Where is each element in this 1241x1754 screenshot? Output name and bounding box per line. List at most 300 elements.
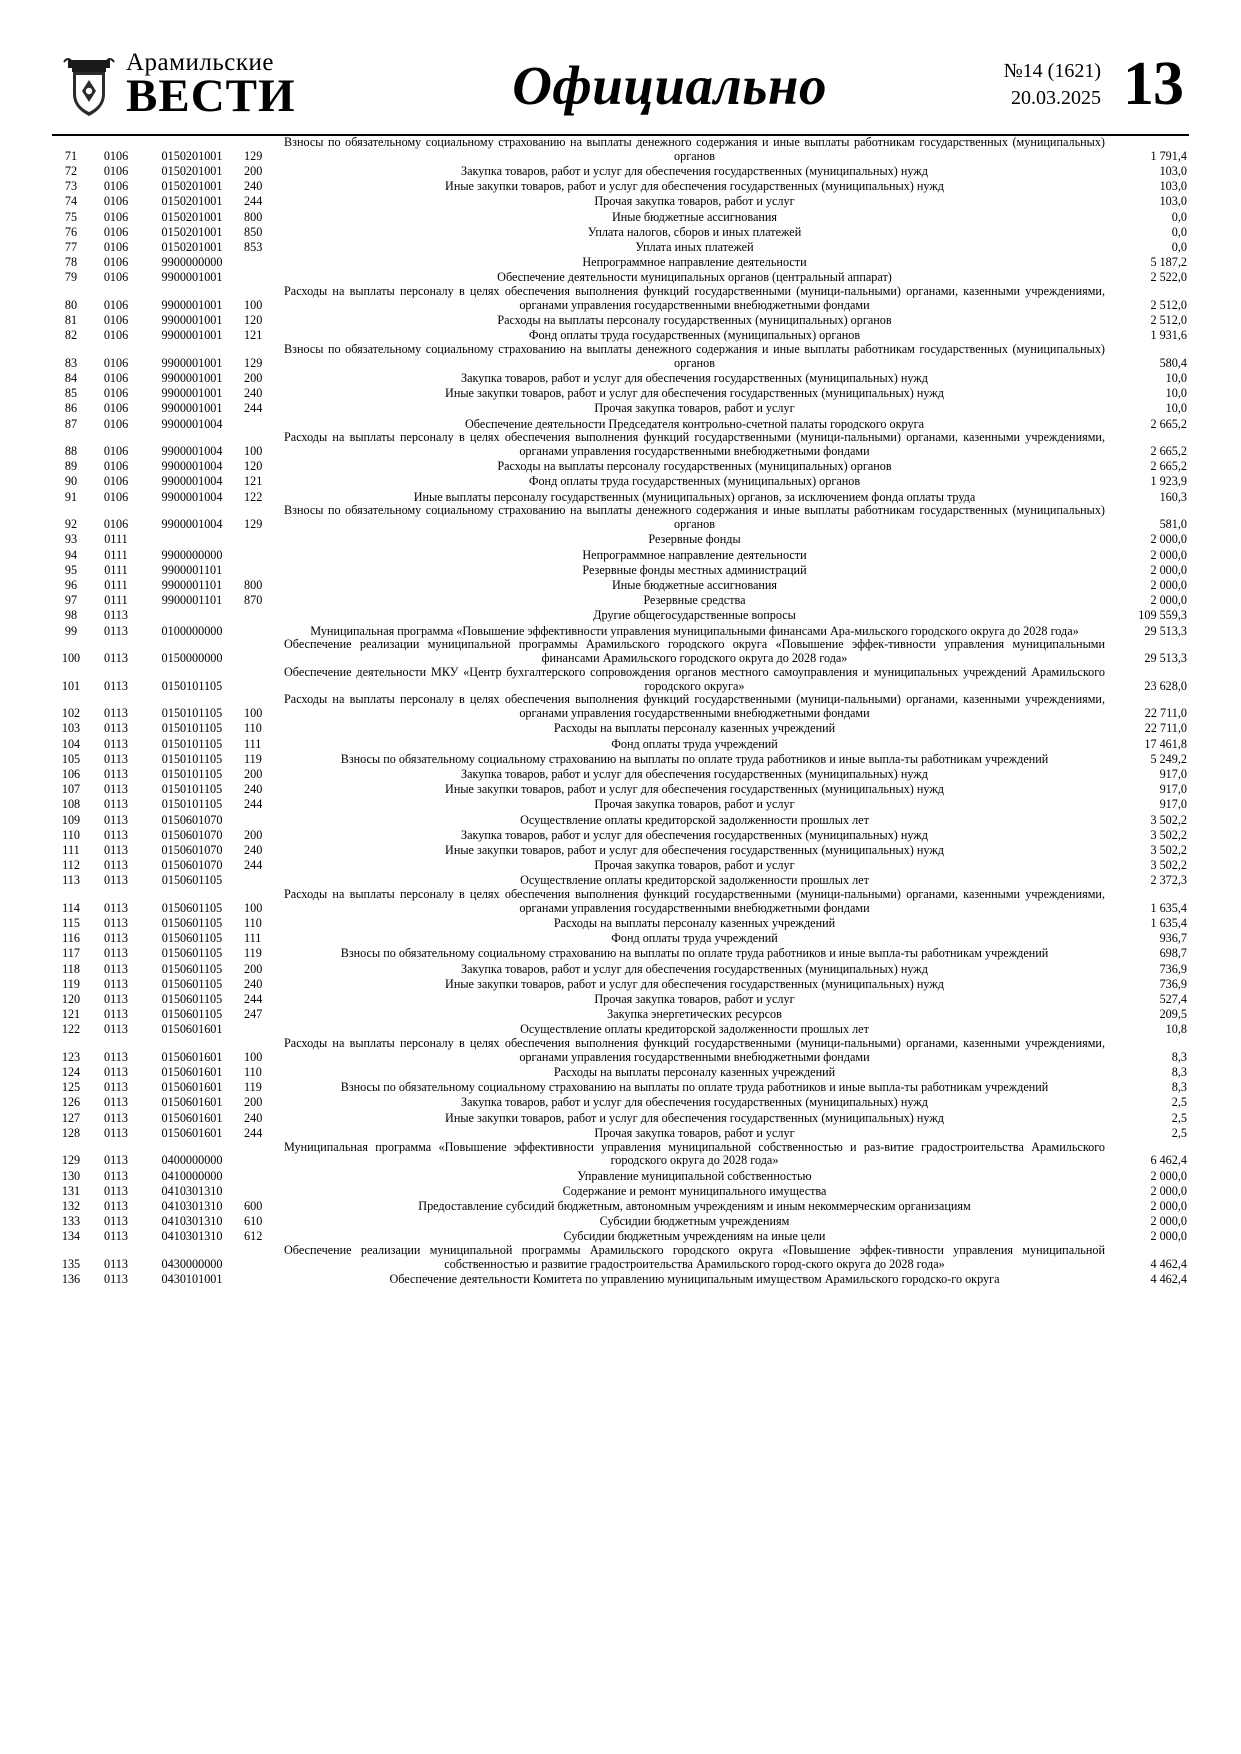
table-row (52, 1199, 1189, 1214)
table-row (52, 459, 1189, 474)
row-description: Прочая закупка товаров, работ и услуг (594, 1125, 795, 1140)
table-row (52, 608, 1189, 623)
table-row (52, 313, 1189, 328)
row-description: Обеспечение реализации муниципальной программы Арамильского городского округа «Повышение эффек-тивности управления муниципальными финансами Арамильского городского округа до 2028 года» (284, 637, 1105, 666)
row-index: 112 (62, 858, 80, 873)
row-program-code: 9900001001 (161, 297, 223, 312)
row-amount: 10,8 (1165, 1022, 1187, 1037)
row-section-code: 0113 (104, 706, 128, 721)
row-section-code: 0106 (103, 209, 129, 224)
row-expense-type: 244 (244, 1125, 263, 1140)
row-amount: 22 711,0 (1144, 721, 1187, 736)
row-program-code: 9900001004 (161, 459, 223, 474)
row-description: Расходы на выплаты персоналу казенных учреждений (553, 721, 836, 736)
row-description: Иные закупки товаров, работ и услуг для обеспечения государственных (муниципальных) нужд (445, 179, 944, 194)
table-row (52, 532, 1189, 547)
row-index: 71 (64, 148, 78, 163)
row-amount: 917,0 (1159, 797, 1187, 812)
row-index: 90 (64, 474, 78, 489)
row-description: Взносы по обязательному социальному страхованию на выплаты денежного содержания и иные выплаты работникам государственных (муниципальных) органов (284, 135, 1105, 163)
row-description: Расходы на выплаты персоналу государственных (муниципальных) органов (497, 313, 892, 328)
row-index: 72 (64, 163, 78, 178)
row-index: 88 (64, 444, 78, 459)
row-program-code: 9900001004 (161, 416, 223, 431)
table-row (52, 416, 1189, 431)
table-row (52, 767, 1189, 782)
row-program-code: 0150601105 (161, 946, 223, 961)
row-index: 91 (64, 489, 78, 504)
row-section-code: 0106 (103, 401, 129, 416)
row-amount: 1 635,4 (1150, 916, 1187, 931)
row-description: Расходы на выплаты персоналу казенных учреждений (553, 1065, 836, 1080)
row-section-code: 0113 (104, 1080, 128, 1095)
row-index: 94 (64, 547, 78, 562)
row-section-code: 0106 (103, 444, 129, 459)
table-row (52, 1229, 1189, 1244)
row-description: Расходы на выплаты персоналу в целях обеспечения выполнения функций государственными (муници-пальными) органами, казенными учреждениями, органами управления государственными внебюджетными фондами (284, 887, 1105, 915)
row-amount: 2 000,0 (1150, 1214, 1187, 1229)
row-program-code: 0410000000 (161, 1168, 223, 1183)
row-section-code: 0113 (104, 1168, 128, 1183)
row-amount: 2 512,0 (1150, 313, 1187, 328)
table-row (52, 255, 1189, 270)
row-description: Резервные средства (643, 593, 746, 608)
brand-name-bottom: ВЕСТИ (126, 70, 296, 122)
row-index: 118 (62, 961, 80, 976)
row-index: 114 (62, 900, 80, 915)
row-amount: 2 000,0 (1150, 547, 1187, 562)
row-program-code: 0150601070 (161, 842, 223, 857)
row-program-code: 0150601105 (161, 976, 223, 991)
table-row (52, 179, 1189, 194)
row-expense-type (242, 623, 282, 638)
coat-of-arms-icon (62, 54, 116, 116)
table-row (52, 946, 1189, 961)
row-index: 134 (61, 1229, 81, 1244)
row-expense-type: 244 (244, 401, 263, 416)
row-section-code: 0106 (103, 370, 129, 385)
row-description: Иные закупки товаров, работ и услуг для обеспечения государственных (муниципальных) нужд (445, 386, 944, 401)
table-row (52, 1022, 1189, 1037)
row-section-code: 0113 (104, 608, 128, 623)
row-program-code: 9900001004 (161, 444, 223, 459)
row-section-code: 0106 (103, 148, 129, 163)
row-description: Прочая закупка товаров, работ и услуг (594, 194, 795, 209)
row-description: Иные бюджетные ассигнования (611, 209, 778, 224)
row-amount: 0,0 (1171, 239, 1187, 254)
table-row (52, 931, 1189, 946)
row-amount: 2 000,0 (1150, 1183, 1187, 1198)
row-program-code: 0410301310 (161, 1198, 223, 1213)
table-row (52, 961, 1189, 976)
row-amount: 103,0 (1159, 163, 1187, 178)
row-expense-type: 119 (244, 1080, 262, 1095)
row-expense-type: 240 (244, 1110, 263, 1125)
row-index: 132 (61, 1198, 81, 1213)
row-expense-type: 600 (244, 1198, 263, 1213)
row-expense-type: 200 (244, 766, 263, 781)
table-row (52, 224, 1189, 239)
row-index: 102 (61, 706, 81, 721)
row-description: Закупка товаров, работ и услуг для обеспечения государственных (муниципальных) нужд (461, 1095, 928, 1110)
row-program-code: 0150101105 (161, 706, 223, 721)
row-amount: 3 502,2 (1150, 842, 1187, 857)
row-index: 110 (62, 827, 80, 842)
row-program-code: 0150601601 (161, 1065, 223, 1080)
row-amount: 917,0 (1159, 766, 1187, 781)
row-expense-type (242, 547, 282, 562)
row-index: 130 (61, 1168, 81, 1183)
row-amount: 2 000,0 (1150, 593, 1187, 608)
row-program-code: 0150000000 (161, 651, 223, 666)
row-expense-type (242, 1168, 282, 1183)
row-index: 128 (61, 1125, 81, 1140)
row-index: 82 (64, 328, 78, 343)
row-description: Предоставление субсидий бюджетным, автономным учреждениям и иным некоммерческим организациям (418, 1198, 971, 1213)
row-index: 107 (61, 782, 81, 797)
row-section-code: 0113 (104, 858, 128, 873)
row-expense-type: 247 (244, 1007, 263, 1022)
row-expense-type: 129 (244, 517, 263, 532)
row-section-code: 0106 (103, 459, 129, 474)
row-section-code: 0113 (104, 766, 128, 781)
row-index: 74 (64, 194, 78, 209)
row-description: Расходы на выплаты персоналу в целях обеспечения выполнения функций государственными (муници-пальными) органами, казенными учреждениями, органами управления государственными внебюджетными фондами (284, 1036, 1105, 1064)
row-program-code: 0150601105 (161, 961, 223, 976)
row-amount: 2 000,0 (1150, 532, 1187, 547)
row-program-code: 0150201001 (161, 163, 223, 178)
row-expense-type: 100 (244, 706, 263, 721)
row-program-code: 0150101105 (161, 782, 223, 797)
row-amount: 917,0 (1159, 782, 1187, 797)
row-description: Иные закупки товаров, работ и услуг для обеспечения государственных (муниципальных) нужд (445, 782, 944, 797)
row-index: 113 (62, 873, 80, 888)
row-program-code: 0150101105 (161, 736, 223, 751)
row-index: 75 (64, 209, 78, 224)
row-program-code: 0410301310 (161, 1214, 223, 1229)
row-amount: 2 000,0 (1150, 562, 1187, 577)
table-row (52, 164, 1189, 179)
row-program-code: 0150601105 (161, 991, 223, 1006)
row-amount: 8,3 (1171, 1065, 1187, 1080)
row-section-code: 0106 (103, 270, 129, 285)
row-index: 124 (61, 1065, 81, 1080)
row-expense-type: 244 (244, 858, 263, 873)
row-program-code: 0150201001 (161, 194, 223, 209)
row-section-code: 0106 (103, 255, 129, 270)
table-row (52, 1080, 1189, 1095)
table-row (52, 1065, 1189, 1080)
table-row (52, 285, 1189, 313)
row-section-code: 0113 (104, 1007, 128, 1022)
row-description: Обеспечение реализации муниципальной программы Арамильского городского округа «Повышение эффек-тивности управления муниципальной собственностью и развитие градостроительства Арамильского город-ского округа до 2028 года» (284, 1243, 1105, 1271)
row-description: Непрограммное направление деятельности (582, 547, 807, 562)
row-description: Фонд оплаты труда государственных (муниципальных) органов (528, 474, 861, 489)
row-description: Взносы по обязательному социальному страхованию на выплаты по оплате труда работников и иные выпла-ты работникам учреждений (340, 1080, 1049, 1095)
row-index: 120 (61, 991, 81, 1006)
row-index: 127 (61, 1110, 81, 1125)
row-section-code: 0113 (104, 1214, 128, 1229)
row-expense-type: 200 (244, 961, 263, 976)
row-amount: 2 512,0 (1150, 297, 1187, 312)
row-amount: 29 513,3 (1144, 623, 1187, 638)
table-row (52, 474, 1189, 489)
table-row (52, 343, 1189, 371)
table-row (52, 504, 1189, 532)
row-index: 106 (61, 766, 81, 781)
row-description: Муниципальная программа «Повышение эффективности управления муниципальными финансами Ара-мильского городского округа до 2028 года» (310, 623, 1079, 638)
row-amount: 936,7 (1159, 931, 1187, 946)
row-index: 101 (61, 678, 81, 693)
row-program-code: 0150101105 (161, 751, 223, 766)
row-description: Осуществление оплаты кредиторской задолженности прошлых лет (520, 1022, 869, 1037)
row-expense-type: 110 (244, 1065, 262, 1080)
row-amount: 2 522,0 (1150, 270, 1187, 285)
row-amount: 736,9 (1159, 976, 1187, 991)
row-expense-type: 244 (244, 991, 263, 1006)
row-expense-type: 244 (244, 194, 263, 209)
row-section-code: 0106 (103, 517, 129, 532)
row-description: Резервные фонды местных администраций (582, 562, 807, 577)
row-amount: 3 502,2 (1150, 858, 1187, 873)
row-amount: 1 635,4 (1150, 900, 1187, 915)
row-expense-type: 119 (244, 946, 262, 961)
row-description: Взносы по обязательному социальному страхованию на выплаты по оплате труда работников и иные выпла-ты работникам учреждений (340, 946, 1049, 961)
section-title: Официально (512, 54, 827, 116)
row-expense-type: 240 (244, 842, 263, 857)
row-index: 125 (61, 1080, 81, 1095)
row-amount: 8,3 (1171, 1080, 1187, 1095)
row-amount: 22 711,0 (1144, 706, 1187, 721)
row-program-code: 0150101105 (161, 678, 223, 693)
table-row (52, 209, 1189, 224)
row-section-code: 0113 (104, 931, 128, 946)
row-expense-type: 200 (244, 1095, 263, 1110)
row-amount: 209,5 (1159, 1007, 1187, 1022)
row-amount: 2 000,0 (1150, 577, 1187, 592)
table-row (52, 843, 1189, 858)
row-index: 119 (62, 976, 80, 991)
row-program-code: 9900001004 (161, 474, 223, 489)
row-program-code: 0150601070 (161, 827, 223, 842)
row-program-code (142, 608, 242, 623)
row-description: Резервные фонды (648, 532, 741, 547)
row-description: Уплата иных платежей (635, 239, 754, 254)
row-expense-type: 129 (244, 355, 263, 370)
row-expense-type: 610 (244, 1214, 263, 1229)
row-description: Закупка товаров, работ и услуг для обеспечения государственных (муниципальных) нужд (461, 961, 928, 976)
row-description: Закупка товаров, работ и услуг для обеспечения государственных (муниципальных) нужд (461, 827, 928, 842)
row-expense-type (242, 812, 282, 827)
row-index: 85 (64, 386, 78, 401)
row-description: Обеспечение деятельности Председателя контрольно-счетной палаты городского округа (464, 416, 924, 431)
row-index: 123 (61, 1049, 81, 1064)
row-program-code: 0150601601 (161, 1080, 223, 1095)
row-index: 73 (64, 179, 78, 194)
row-amount: 109 559,3 (1138, 608, 1187, 623)
row-section-code: 0106 (103, 224, 129, 239)
row-expense-type: 120 (244, 313, 263, 328)
row-section-code: 0113 (104, 1110, 128, 1125)
row-amount: 2 000,0 (1150, 1198, 1187, 1213)
row-index: 133 (61, 1214, 81, 1229)
row-expense-type (242, 666, 282, 694)
row-description: Иные закупки товаров, работ и услуг для обеспечения государственных (муниципальных) нужд (445, 976, 944, 991)
row-program-code: 0150601070 (161, 858, 223, 873)
row-index: 97 (64, 593, 78, 608)
row-expense-type (242, 1272, 282, 1287)
row-program-code: 0430101001 (161, 1272, 223, 1287)
row-program-code: 9900001001 (161, 328, 223, 343)
row-amount: 2,5 (1171, 1095, 1187, 1110)
row-amount: 4 462,4 (1150, 1272, 1187, 1287)
row-program-code: 9900001001 (161, 355, 223, 370)
row-index: 76 (64, 224, 78, 239)
table-row (52, 1110, 1189, 1125)
row-expense-type: 121 (244, 328, 263, 343)
row-program-code: 0100000000 (161, 623, 223, 638)
row-expense-type: 850 (244, 224, 263, 239)
row-expense-type: 200 (244, 370, 263, 385)
row-section-code: 0113 (104, 1095, 128, 1110)
row-section-code: 0113 (104, 946, 128, 961)
row-section-code: 0113 (104, 873, 128, 888)
row-expense-type (242, 1244, 282, 1272)
table-row (52, 431, 1189, 459)
row-index: 109 (61, 812, 81, 827)
row-index: 126 (61, 1095, 81, 1110)
row-section-code: 0113 (104, 1125, 128, 1140)
issue-info (1004, 58, 1101, 112)
row-section-code: 0113 (104, 751, 128, 766)
row-expense-type: 853 (244, 239, 263, 254)
issue-number: №14 (1621) (1003, 60, 1101, 82)
row-index: 87 (64, 416, 78, 431)
row-index: 129 (61, 1153, 81, 1168)
row-description: Фонд оплаты труда учреждений (611, 931, 778, 946)
row-description: Иные бюджетные ассигнования (611, 577, 778, 592)
row-index: 100 (61, 651, 81, 666)
row-expense-type: 870 (244, 593, 263, 608)
row-expense-type: 122 (244, 489, 263, 504)
row-section-code: 0111 (104, 532, 128, 547)
row-expense-type: 111 (244, 931, 262, 946)
row-amount: 1 931,6 (1150, 328, 1187, 343)
table-row (52, 194, 1189, 209)
row-expense-type: 244 (244, 797, 263, 812)
row-description: Закупка товаров, работ и услуг для обеспечения государственных (муниципальных) нужд (461, 766, 928, 781)
row-program-code: 0150201001 (161, 209, 223, 224)
row-section-code: 0113 (104, 916, 128, 931)
row-expense-type: 100 (244, 900, 263, 915)
row-description: Осуществление оплаты кредиторской задолженности прошлых лет (520, 873, 869, 888)
table-row (52, 1272, 1189, 1287)
row-section-code: 0106 (103, 328, 129, 343)
row-amount: 1 923,9 (1150, 474, 1187, 489)
row-amount: 736,9 (1159, 961, 1187, 976)
table-row (52, 666, 1189, 694)
table-row (52, 782, 1189, 797)
table-row (52, 270, 1189, 285)
row-index: 80 (64, 297, 78, 312)
row-section-code: 0111 (104, 547, 128, 562)
row-amount: 698,7 (1159, 946, 1187, 961)
table-row (52, 1095, 1189, 1110)
row-expense-type: 111 (244, 736, 262, 751)
row-expense-type: 120 (244, 459, 263, 474)
row-expense-type: 100 (244, 444, 263, 459)
row-amount: 10,0 (1165, 370, 1187, 385)
row-expense-type: 240 (244, 976, 263, 991)
row-section-code: 0106 (103, 489, 129, 504)
row-description: Расходы на выплаты персоналу в целях обеспечения выполнения функций государственными (муници-пальными) органами, казенными учреждениями, органами управления государственными внебюджетными фондами (284, 692, 1105, 721)
row-description: Закупка энергетических ресурсов (607, 1007, 782, 1022)
row-expense-type (242, 608, 282, 623)
row-program-code: 0150601105 (161, 1007, 223, 1022)
row-amount: 160,3 (1159, 489, 1187, 504)
row-description: Иные выплаты персоналу государственных (муниципальных) органов, за исключением фонда оплаты труда (413, 489, 976, 504)
row-section-code: 0113 (104, 827, 128, 842)
row-expense-type (242, 873, 282, 888)
row-program-code: 9900000000 (161, 547, 223, 562)
budget-table (52, 136, 1189, 1287)
row-index: 92 (64, 517, 78, 532)
row-description: Обеспечение деятельности муниципальных органов (центральный аппарат) (497, 270, 892, 285)
budget-table-container (52, 134, 1189, 1287)
row-description: Закупка товаров, работ и услуг для обеспечения государственных (муниципальных) нужд (461, 163, 928, 178)
table-row (52, 1168, 1189, 1183)
row-section-code: 0113 (104, 1049, 128, 1064)
table-row (52, 371, 1189, 386)
row-description: Обеспечение деятельности Комитета по управлению муниципальным имуществом Арамильского городско-го округа (389, 1272, 1000, 1287)
row-description: Прочая закупка товаров, работ и услуг (594, 797, 795, 812)
table-row (52, 888, 1189, 916)
row-section-code: 0113 (104, 736, 128, 751)
row-index: 108 (61, 797, 81, 812)
row-description: Иные закупки товаров, работ и услуг для обеспечения государственных (муниципальных) нужд (445, 842, 944, 857)
brand-name-top: Арамильские (126, 49, 274, 76)
row-index: 121 (61, 1007, 81, 1022)
row-description: Уплата налогов, сборов и иных платежей (587, 224, 802, 239)
table-row (52, 401, 1189, 416)
row-amount: 3 502,2 (1150, 827, 1187, 842)
row-section-code: 0113 (104, 991, 128, 1006)
row-section-code: 0113 (104, 961, 128, 976)
row-expense-type (242, 270, 282, 285)
row-amount: 4 462,4 (1150, 1256, 1187, 1271)
row-section-code: 0106 (103, 355, 129, 370)
row-index: 122 (61, 1022, 81, 1037)
row-description: Другие общегосударственные вопросы (593, 608, 796, 623)
row-description: Расходы на выплаты персоналу казенных учреждений (553, 916, 836, 931)
row-program-code: 0150601105 (161, 900, 223, 915)
row-amount: 2 665,2 (1150, 416, 1187, 431)
row-section-code: 0113 (104, 1272, 128, 1287)
table-row (52, 992, 1189, 1007)
row-section-code: 0111 (104, 577, 128, 592)
row-section-code: 0113 (104, 976, 128, 991)
row-expense-type: 100 (244, 1049, 263, 1064)
table-row (52, 328, 1189, 343)
row-index: 131 (61, 1183, 81, 1198)
row-section-code: 0113 (104, 651, 128, 666)
row-amount: 5 249,2 (1150, 751, 1187, 766)
row-amount: 2 665,2 (1150, 444, 1187, 459)
row-expense-type: 612 (244, 1229, 263, 1244)
row-section-code: 0113 (104, 721, 128, 736)
row-description: Взносы по обязательному социальному страхованию на выплаты по оплате труда работников и иные выпла-ты работникам учреждений (340, 751, 1049, 766)
budget-table-body (52, 136, 1189, 1287)
